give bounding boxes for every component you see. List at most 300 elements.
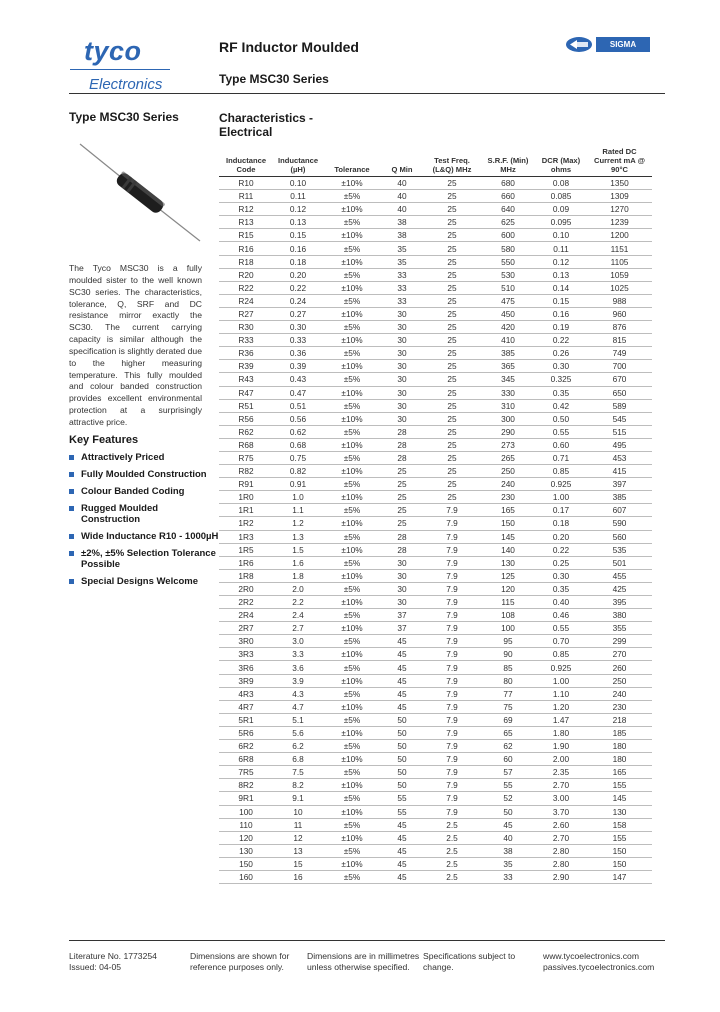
table-cell: 1.1 bbox=[273, 504, 323, 517]
table-cell: 7.9 bbox=[423, 635, 481, 648]
table-cell: 397 bbox=[587, 478, 652, 491]
table-cell: 108 bbox=[481, 609, 535, 622]
table-cell: 7R5 bbox=[219, 766, 273, 779]
characteristics-heading bbox=[219, 111, 313, 139]
literature-number: Literature No. 1773254 bbox=[69, 951, 157, 961]
table-cell: 50 bbox=[381, 740, 423, 753]
table-cell: 35 bbox=[381, 255, 423, 268]
key-features-list bbox=[69, 452, 219, 593]
table-cell: 28 bbox=[381, 543, 423, 556]
table-row bbox=[219, 818, 652, 831]
table-cell: 1.10 bbox=[535, 687, 587, 700]
table-cell: 150 bbox=[481, 517, 535, 530]
table-cell: 1105 bbox=[587, 255, 652, 268]
electronics-logo-text: Electronics bbox=[89, 76, 163, 93]
table-cell: ±5% bbox=[323, 373, 381, 386]
table-cell: 9R1 bbox=[219, 792, 273, 805]
table-cell: ±10% bbox=[323, 543, 381, 556]
table-cell: 25 bbox=[381, 504, 423, 517]
table-cell: 7.9 bbox=[423, 569, 481, 582]
spec-note-line2: change. bbox=[423, 962, 454, 972]
table-cell: ±5% bbox=[323, 504, 381, 517]
table-cell: 1R3 bbox=[219, 530, 273, 543]
table-cell: 130 bbox=[219, 844, 273, 857]
table-cell: 160 bbox=[219, 870, 273, 883]
table-cell: 5R1 bbox=[219, 713, 273, 726]
table-row bbox=[219, 281, 652, 294]
table-row bbox=[219, 870, 652, 883]
table-cell: 69 bbox=[481, 713, 535, 726]
table-cell: 425 bbox=[587, 582, 652, 595]
table-cell: R82 bbox=[219, 465, 273, 478]
footer-literature bbox=[69, 951, 157, 973]
table-cell: 0.71 bbox=[535, 451, 587, 464]
table-cell: ±10% bbox=[323, 726, 381, 739]
table-row bbox=[219, 177, 652, 190]
table-cell: 25 bbox=[423, 399, 481, 412]
table-cell: 25 bbox=[423, 203, 481, 216]
table-row bbox=[219, 465, 652, 478]
table-cell: 50 bbox=[381, 726, 423, 739]
page-title: RF Inductor Moulded bbox=[219, 39, 359, 55]
table-cell: 12 bbox=[273, 831, 323, 844]
table-cell: 9.1 bbox=[273, 792, 323, 805]
table-cell: 5.6 bbox=[273, 726, 323, 739]
table-cell: 50 bbox=[381, 713, 423, 726]
key-feature-item: Rugged Moulded Construction bbox=[69, 503, 219, 526]
table-cell: 3.9 bbox=[273, 674, 323, 687]
column-header: Test Freq. (L&Q) MHz bbox=[423, 147, 481, 177]
table-cell: R15 bbox=[219, 229, 273, 242]
table-cell: 7.9 bbox=[423, 687, 481, 700]
table-cell: 0.22 bbox=[535, 334, 587, 347]
table-cell: 1.90 bbox=[535, 740, 587, 753]
table-cell: R36 bbox=[219, 347, 273, 360]
table-cell: 0.11 bbox=[273, 190, 323, 203]
product-description: The Tyco MSC30 is a fully moulded sister to the well known SC30 series. The characteristics, tolerance, Q, SRF and DC resistance mirror exactly the SC30. The current carrying capacity is similar although the specification is slightly derated due to the higher measuring temperature. This fully moulded and colour banded construction provides excellent environmental protection at a surprisingly attractive price. bbox=[69, 263, 202, 427]
table-cell: 0.43 bbox=[273, 373, 323, 386]
website-link[interactable]: www.tycoelectronics.com bbox=[543, 951, 639, 961]
table-cell: ±5% bbox=[323, 582, 381, 595]
table-cell: 30 bbox=[381, 321, 423, 334]
table-cell: 0.91 bbox=[273, 478, 323, 491]
table-cell: 0.18 bbox=[535, 517, 587, 530]
table-row bbox=[219, 556, 652, 569]
table-cell: R24 bbox=[219, 294, 273, 307]
table-cell: 2.7 bbox=[273, 622, 323, 635]
table-cell: 7.9 bbox=[423, 517, 481, 530]
table-cell: 6R8 bbox=[219, 753, 273, 766]
table-cell: 0.55 bbox=[535, 425, 587, 438]
table-cell: 7.9 bbox=[423, 779, 481, 792]
table-row bbox=[219, 857, 652, 870]
table-cell: 16 bbox=[273, 870, 323, 883]
table-cell: 25 bbox=[423, 229, 481, 242]
table-cell: 550 bbox=[481, 255, 535, 268]
table-row bbox=[219, 203, 652, 216]
table-cell: ±10% bbox=[323, 255, 381, 268]
table-cell: 1.6 bbox=[273, 556, 323, 569]
table-cell: 300 bbox=[481, 412, 535, 425]
table-cell: 270 bbox=[587, 648, 652, 661]
table-cell: 355 bbox=[587, 622, 652, 635]
page-subtitle: Type MSC30 Series bbox=[219, 72, 329, 86]
table-cell: 660 bbox=[481, 190, 535, 203]
table-cell: 0.56 bbox=[273, 412, 323, 425]
table-cell: ±5% bbox=[323, 425, 381, 438]
table-cell: 25 bbox=[423, 255, 481, 268]
table-cell: 38 bbox=[381, 229, 423, 242]
table-row bbox=[219, 517, 652, 530]
table-row bbox=[219, 229, 652, 242]
table-cell: 0.12 bbox=[273, 203, 323, 216]
table-cell: 62 bbox=[481, 740, 535, 753]
table-row bbox=[219, 609, 652, 622]
table-cell: 45 bbox=[381, 700, 423, 713]
table-cell: ±10% bbox=[323, 622, 381, 635]
column-header: Q Min bbox=[381, 147, 423, 177]
table-cell: 3R6 bbox=[219, 661, 273, 674]
table-cell: 7.9 bbox=[423, 582, 481, 595]
table-cell: 85 bbox=[481, 661, 535, 674]
table-cell: 0.16 bbox=[273, 242, 323, 255]
characteristics-heading-line2: Electrical bbox=[219, 125, 273, 139]
table-cell: 0.68 bbox=[273, 438, 323, 451]
table-cell: 7.9 bbox=[423, 713, 481, 726]
table-header-row bbox=[219, 147, 652, 177]
table-cell: 3R9 bbox=[219, 674, 273, 687]
table-cell: 1.00 bbox=[535, 674, 587, 687]
table-cell: 25 bbox=[423, 451, 481, 464]
characteristics-heading-line1: Characteristics - bbox=[219, 111, 314, 125]
table-cell: 147 bbox=[587, 870, 652, 883]
footer-units-note bbox=[307, 951, 419, 973]
table-cell: 7.9 bbox=[423, 700, 481, 713]
table-cell: 7.9 bbox=[423, 674, 481, 687]
table-cell: 30 bbox=[381, 556, 423, 569]
table-cell: 1.8 bbox=[273, 569, 323, 582]
table-cell: R12 bbox=[219, 203, 273, 216]
table-cell: R16 bbox=[219, 242, 273, 255]
table-cell: 600 bbox=[481, 229, 535, 242]
table-cell: ±5% bbox=[323, 635, 381, 648]
table-cell: R43 bbox=[219, 373, 273, 386]
table-cell: 8.2 bbox=[273, 779, 323, 792]
table-cell: 2.90 bbox=[535, 870, 587, 883]
footer-divider bbox=[69, 940, 665, 941]
table-cell: 0.70 bbox=[535, 635, 587, 648]
table-row bbox=[219, 504, 652, 517]
table-cell: 218 bbox=[587, 713, 652, 726]
table-cell: 420 bbox=[481, 321, 535, 334]
key-features-heading: Key Features bbox=[69, 434, 139, 446]
table-cell: 510 bbox=[481, 281, 535, 294]
footer-spec-note bbox=[423, 951, 515, 973]
table-cell: 1270 bbox=[587, 203, 652, 216]
table-cell: 45 bbox=[381, 870, 423, 883]
table-cell: ±10% bbox=[323, 412, 381, 425]
table-cell: 25 bbox=[423, 491, 481, 504]
table-cell: ±5% bbox=[323, 242, 381, 255]
table-cell: 450 bbox=[481, 307, 535, 320]
table-cell: 25 bbox=[423, 281, 481, 294]
table-cell: 45 bbox=[381, 857, 423, 870]
table-cell: 37 bbox=[381, 622, 423, 635]
table-cell: 50 bbox=[381, 753, 423, 766]
table-cell: R75 bbox=[219, 451, 273, 464]
table-cell: 625 bbox=[481, 216, 535, 229]
table-cell: 960 bbox=[587, 307, 652, 320]
table-cell: 4R7 bbox=[219, 700, 273, 713]
table-cell: 453 bbox=[587, 451, 652, 464]
table-row bbox=[219, 582, 652, 595]
table-cell: ±10% bbox=[323, 596, 381, 609]
table-cell: ±5% bbox=[323, 609, 381, 622]
table-cell: 45 bbox=[381, 818, 423, 831]
table-cell: R33 bbox=[219, 334, 273, 347]
table-cell: 33 bbox=[381, 268, 423, 281]
table-cell: 40 bbox=[381, 190, 423, 203]
table-cell: 0.42 bbox=[535, 399, 587, 412]
table-cell: 45 bbox=[381, 674, 423, 687]
table-row bbox=[219, 766, 652, 779]
inductor-image bbox=[76, 140, 204, 245]
table-cell: 299 bbox=[587, 635, 652, 648]
table-cell: 158 bbox=[587, 818, 652, 831]
table-cell: 45 bbox=[481, 818, 535, 831]
table-cell: ±10% bbox=[323, 805, 381, 818]
table-cell: 180 bbox=[587, 740, 652, 753]
table-cell: 876 bbox=[587, 321, 652, 334]
table-row bbox=[219, 412, 652, 425]
table-cell: 240 bbox=[481, 478, 535, 491]
table-cell: 60 bbox=[481, 753, 535, 766]
table-cell: 0.10 bbox=[535, 229, 587, 242]
table-cell: 55 bbox=[381, 792, 423, 805]
table-cell: 240 bbox=[587, 687, 652, 700]
footer-dimensions-note bbox=[190, 951, 289, 973]
table-row bbox=[219, 373, 652, 386]
table-cell: 30 bbox=[381, 347, 423, 360]
table-cell: 250 bbox=[587, 674, 652, 687]
table-cell: 7.9 bbox=[423, 766, 481, 779]
table-cell: 1.00 bbox=[535, 491, 587, 504]
table-cell: 7.9 bbox=[423, 740, 481, 753]
table-cell: ±5% bbox=[323, 740, 381, 753]
table-cell: 0.40 bbox=[535, 596, 587, 609]
table-cell: 7.5 bbox=[273, 766, 323, 779]
table-cell: 45 bbox=[381, 687, 423, 700]
table-cell: 2R7 bbox=[219, 622, 273, 635]
table-cell: 0.33 bbox=[273, 334, 323, 347]
table-cell: 75 bbox=[481, 700, 535, 713]
table-cell: 530 bbox=[481, 268, 535, 281]
table-cell: ±10% bbox=[323, 857, 381, 870]
table-row bbox=[219, 635, 652, 648]
table-cell: 0.15 bbox=[535, 294, 587, 307]
table-cell: 30 bbox=[381, 334, 423, 347]
table-cell: 35 bbox=[381, 242, 423, 255]
table-row bbox=[219, 491, 652, 504]
table-cell: 40 bbox=[381, 177, 423, 190]
table-cell: 30 bbox=[381, 386, 423, 399]
table-cell: 0.11 bbox=[535, 242, 587, 255]
table-cell: 25 bbox=[423, 216, 481, 229]
table-cell: ±10% bbox=[323, 700, 381, 713]
table-cell: 0.30 bbox=[535, 360, 587, 373]
table-cell: 30 bbox=[381, 412, 423, 425]
table-row bbox=[219, 569, 652, 582]
table-cell: ±5% bbox=[323, 347, 381, 360]
key-feature-item: Colour Banded Coding bbox=[69, 486, 219, 498]
table-cell: 415 bbox=[587, 465, 652, 478]
table-cell: 30 bbox=[381, 307, 423, 320]
table-cell: 25 bbox=[423, 177, 481, 190]
table-cell: ±5% bbox=[323, 766, 381, 779]
column-header: DCR (Max) ohms bbox=[535, 147, 587, 177]
table-cell: R68 bbox=[219, 438, 273, 451]
table-cell: 8R2 bbox=[219, 779, 273, 792]
table-cell: 0.62 bbox=[273, 425, 323, 438]
logo-divider bbox=[70, 69, 170, 70]
table-cell: 45 bbox=[381, 635, 423, 648]
table-cell: 150 bbox=[587, 857, 652, 870]
table-cell: 50 bbox=[381, 766, 423, 779]
table-cell: 590 bbox=[587, 517, 652, 530]
table-cell: 7.9 bbox=[423, 622, 481, 635]
table-cell: 0.75 bbox=[273, 451, 323, 464]
table-row bbox=[219, 478, 652, 491]
table-cell: 0.27 bbox=[273, 307, 323, 320]
table-cell: ±10% bbox=[323, 334, 381, 347]
table-cell: 100 bbox=[481, 622, 535, 635]
table-cell: 155 bbox=[587, 779, 652, 792]
key-feature-item: Attractively Priced bbox=[69, 452, 219, 464]
table-cell: 1.5 bbox=[273, 543, 323, 556]
table-cell: 7.9 bbox=[423, 753, 481, 766]
tyco-logo: tyco bbox=[84, 36, 142, 66]
table-cell: 25 bbox=[423, 478, 481, 491]
table-cell: 25 bbox=[423, 465, 481, 478]
issue-date: Issued: 04-05 bbox=[69, 962, 122, 972]
table-cell: 5.1 bbox=[273, 713, 323, 726]
table-cell: ±5% bbox=[323, 399, 381, 412]
table-cell: 45 bbox=[381, 831, 423, 844]
table-cell: 30 bbox=[381, 360, 423, 373]
table-row bbox=[219, 792, 652, 805]
table-cell: 345 bbox=[481, 373, 535, 386]
table-cell: 1R6 bbox=[219, 556, 273, 569]
table-row bbox=[219, 753, 652, 766]
table-cell: 650 bbox=[587, 386, 652, 399]
table-cell: 290 bbox=[481, 425, 535, 438]
table-cell: 0.10 bbox=[273, 177, 323, 190]
table-cell: ±10% bbox=[323, 229, 381, 242]
table-cell: ±10% bbox=[323, 569, 381, 582]
table-cell: 150 bbox=[587, 844, 652, 857]
table-cell: 2.70 bbox=[535, 779, 587, 792]
table-cell: 0.15 bbox=[273, 229, 323, 242]
table-cell: 0.18 bbox=[273, 255, 323, 268]
table-cell: 25 bbox=[381, 517, 423, 530]
table-cell: ±10% bbox=[323, 648, 381, 661]
table-cell: R20 bbox=[219, 268, 273, 281]
table-cell: 3.00 bbox=[535, 792, 587, 805]
key-feature-item: Fully Moulded Construction bbox=[69, 469, 219, 481]
table-cell: 7.9 bbox=[423, 596, 481, 609]
table-cell: 30 bbox=[381, 373, 423, 386]
table-cell: 2.0 bbox=[273, 582, 323, 595]
table-cell: 1059 bbox=[587, 268, 652, 281]
table-row bbox=[219, 661, 652, 674]
table-cell: R47 bbox=[219, 386, 273, 399]
table-cell: ±10% bbox=[323, 831, 381, 844]
table-cell: 55 bbox=[481, 779, 535, 792]
table-cell: R91 bbox=[219, 478, 273, 491]
table-cell: 4R3 bbox=[219, 687, 273, 700]
table-cell: ±5% bbox=[323, 294, 381, 307]
table-cell: ±5% bbox=[323, 870, 381, 883]
table-cell: ±10% bbox=[323, 465, 381, 478]
table-cell: R27 bbox=[219, 307, 273, 320]
table-cell: 1R8 bbox=[219, 569, 273, 582]
table-cell: ±10% bbox=[323, 438, 381, 451]
table-cell: ±10% bbox=[323, 307, 381, 320]
table-cell: 230 bbox=[587, 700, 652, 713]
table-cell: 3R0 bbox=[219, 635, 273, 648]
table-cell: 0.20 bbox=[535, 530, 587, 543]
key-feature-item: Wide Inductance R10 - 1000µH bbox=[69, 531, 219, 543]
table-cell: ±5% bbox=[323, 844, 381, 857]
table-cell: ±5% bbox=[323, 713, 381, 726]
table-cell: 37 bbox=[381, 609, 423, 622]
table-cell: ±10% bbox=[323, 517, 381, 530]
table-cell: 0.12 bbox=[535, 255, 587, 268]
table-cell: 380 bbox=[587, 609, 652, 622]
table-row bbox=[219, 438, 652, 451]
table-cell: 0.095 bbox=[535, 216, 587, 229]
table-row bbox=[219, 844, 652, 857]
table-cell: R56 bbox=[219, 412, 273, 425]
table-cell: 30 bbox=[381, 596, 423, 609]
table-cell: ±5% bbox=[323, 687, 381, 700]
table-cell: 13 bbox=[273, 844, 323, 857]
table-cell: ±10% bbox=[323, 177, 381, 190]
table-cell: 7.9 bbox=[423, 726, 481, 739]
table-row bbox=[219, 347, 652, 360]
table-cell: R11 bbox=[219, 190, 273, 203]
table-cell: 25 bbox=[423, 425, 481, 438]
table-cell: 7.9 bbox=[423, 661, 481, 674]
table-cell: 40 bbox=[381, 203, 423, 216]
table-cell: 2.70 bbox=[535, 831, 587, 844]
table-cell: 25 bbox=[423, 307, 481, 320]
table-cell: 560 bbox=[587, 530, 652, 543]
table-cell: ±5% bbox=[323, 530, 381, 543]
table-cell: 65 bbox=[481, 726, 535, 739]
table-cell: 580 bbox=[481, 242, 535, 255]
table-cell: 165 bbox=[481, 504, 535, 517]
table-cell: 6.2 bbox=[273, 740, 323, 753]
table-cell: R18 bbox=[219, 255, 273, 268]
table-cell: 680 bbox=[481, 177, 535, 190]
table-cell: 115 bbox=[481, 596, 535, 609]
table-cell: 3.3 bbox=[273, 648, 323, 661]
table-cell: 25 bbox=[423, 360, 481, 373]
table-cell: 815 bbox=[587, 334, 652, 347]
table-cell: ±5% bbox=[323, 268, 381, 281]
email-link[interactable]: passives.tycoelectronics.com bbox=[543, 962, 655, 972]
